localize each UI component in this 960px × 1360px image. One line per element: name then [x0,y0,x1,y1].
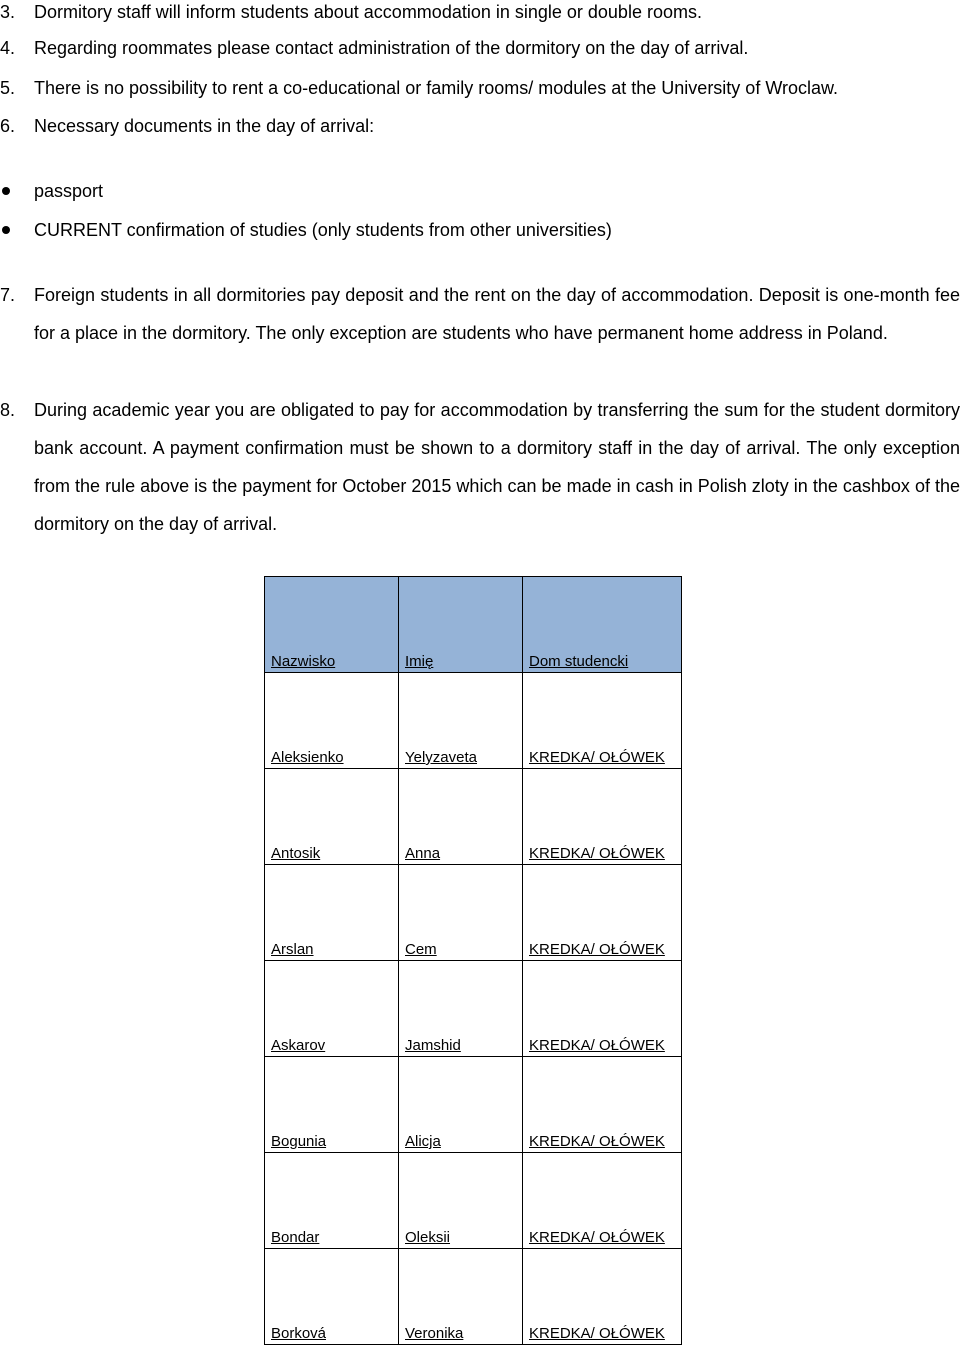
cell-dorm: KREDKA/ OŁÓWEK [523,769,682,865]
list-number: 7. [0,285,16,305]
list-text: There is no possibility to rent a co-educational or family rooms/ modules at the University of Wroclaw. [34,78,839,98]
bullet-icon [2,187,10,195]
table-row [265,961,682,1057]
table-row [265,769,682,865]
list-text: Regarding roommates please contact administration of the dormitory on the day of arrival. [34,38,749,58]
cell-surname: Aleksienko [265,673,399,769]
table-header-row [265,577,682,673]
cell-name: Anna [399,769,523,865]
list-text: Foreign students in all dormitories pay deposit and the rent on the day of accommodation. Deposit is one-month fee for a place in the dormitory. The only exception are students who have permanent home address in Poland. [34,285,960,343]
table-row [265,1057,682,1153]
cell-dorm: KREDKA/ OŁÓWEK [523,673,682,769]
cell-dorm: KREDKA/ OŁÓWEK [523,865,682,961]
list-number: 3. [0,2,16,22]
bullet-item-confirmation: CURRENT confirmation of studies (only students from other universities) [34,220,612,240]
table-row [265,673,682,769]
bullet-icon [2,226,10,234]
cell-surname: Arslan [265,865,399,961]
cell-dorm: KREDKA/ OŁÓWEK [523,1249,682,1345]
list-text: During academic year you are obligated to pay for accommodation by transferring the sum for the student dormitory bank account. A payment confirmation must be shown to a dormitory staff in the day of arrival. The only exception from the rule above is the payment for October 2015 which can be made in cash in Polish zloty in the cashbox of the dormitory on the day of arrival. [34,400,960,534]
list-number: 6. [0,116,16,136]
bullet-item-passport: passport [34,181,104,201]
table-row [265,1153,682,1249]
cell-surname: Askarov [265,961,399,1057]
list-number: 5. [0,78,16,98]
cell-dorm: KREDKA/ OŁÓWEK [523,961,682,1057]
cell-surname: Antosik [265,769,399,865]
cell-surname: Borková [265,1249,399,1345]
list-number: 4. [0,38,16,58]
header-nazwisko: Nazwisko [265,577,399,673]
list-text: Necessary documents in the day of arrival: [34,116,375,136]
header-dom-studencki: Dom studencki [523,577,682,673]
header-imie: Imię [399,577,523,673]
table-row [265,1249,682,1345]
cell-name: Alicja [399,1057,523,1153]
cell-name: Veronika [399,1249,523,1345]
cell-dorm: KREDKA/ OŁÓWEK [523,1153,682,1249]
cell-surname: Bondar [265,1153,399,1249]
cell-name: Oleksii [399,1153,523,1249]
cell-name: Yelyzaveta [399,673,523,769]
list-text: Dormitory staff will inform students about accommodation in single or double rooms. [34,2,702,22]
cell-name: Cem [399,865,523,961]
list-number: 8. [0,400,16,420]
dormitory-table [264,576,682,1345]
cell-surname: Bogunia [265,1057,399,1153]
cell-name: Jamshid [399,961,523,1057]
table-row [265,865,682,961]
cell-dorm: KREDKA/ OŁÓWEK [523,1057,682,1153]
